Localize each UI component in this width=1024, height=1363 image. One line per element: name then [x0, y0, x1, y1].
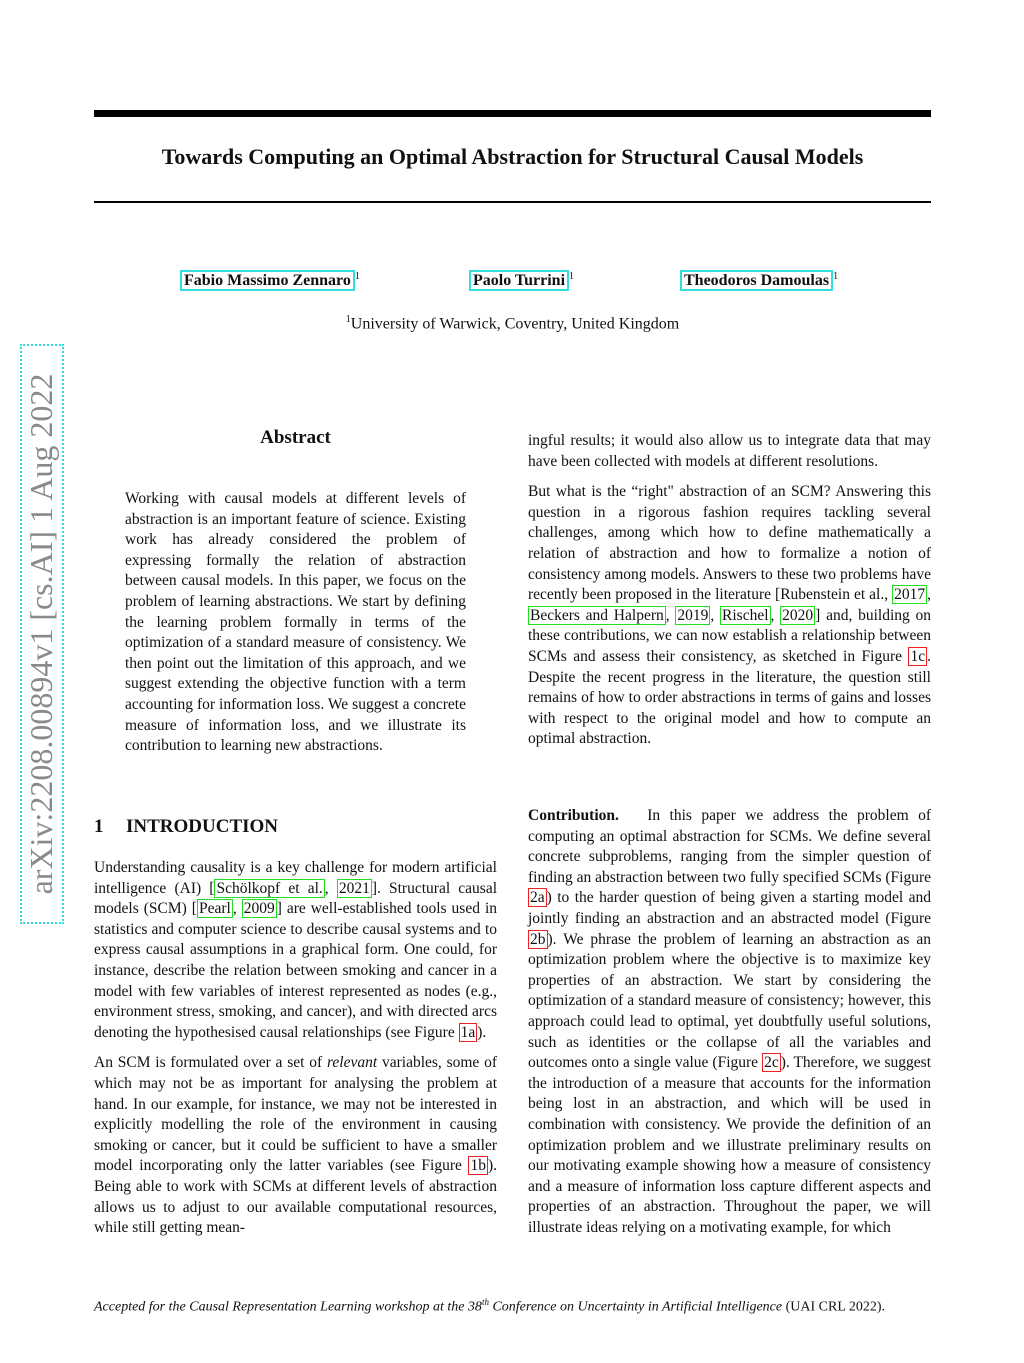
figure-link[interactable]: 1c — [910, 647, 926, 665]
paper-title: Towards Computing an Optimal Abstraction for Structural Causal Models — [161, 144, 864, 169]
title-bottom-rule — [94, 201, 931, 203]
right-column — [528, 431, 931, 760]
affiliation: $^1$University of Warwick, Coventry, United Kingdom — [345, 314, 680, 333]
author-link[interactable]: Fabio Massimo Zennaro — [180, 270, 355, 291]
paragraph: ingful results; it would also allow us to integrate data that may have been collected with models at different resolutions. — [528, 432, 931, 470]
author-2: Paolo Turrini $^1$ — [469, 267, 574, 291]
abstract-text: Working with causal models at different levels of abstraction is an important feature of science. Existing work has already considered the problem of expressing formally the relation of abstraction between causal models. In this paper, we focus on the problem of learning abstractions. We start by defining the learning problem formally in terms of the optimization of a standard measure of consistency. We then point out the limitation of this approach, and we suggest extending the objective function with a term accounting for information loss. We suggest a concrete measure of information loss, and we illustrate its contribution to learning new abstractions. — [125, 490, 466, 755]
citation-link[interactable]: Rischel — [722, 606, 769, 624]
contribution-paragraph: Contribution. In this paper we address the problem of computing an optimal abstraction for SCMs. We define several concrete subproblems, ranging from the simpler question of finding an abstraction between two fully specified SCMs (Figure 2a ) to the harder question of being given a starting model and jointly finding an abstraction and an abstracted model (Figure 2b ). We phrase the problem of learning an abstraction as an optimization problem where the objective is to maximize key properties of an abstraction. We start by considering the optimization of a standard measure of consistency; however, this approach could lead to optimal, yet doubtfully useful solutions, such as identities or the collapse of all the variables and outcomes onto a single value (Figure 2c ). Therefore, we suggest the introduction of a measure that accounts for the information being lost in an abstraction, and which will be used in combination with consistency. We provide the definition of an optimization problem and we illustrate preliminary results on our motivating example showing how a measure of consistency and a measure of information loss capture different aspects and properties of an abstraction. Throughout the paper, we will illustrate ideas relying on a motivating example, for which — [528, 807, 932, 1236]
title-top-rule — [94, 110, 931, 117]
section-number: 1 — [94, 816, 104, 837]
author-link[interactable]: Paolo Turrini — [469, 270, 569, 291]
paragraph: An SCM is formulated over a set of relevant variables, some of which may not be as important for analysing the problem at hand. In our example, for instance, we may not be interested in explicitly modelling the role of the environment in causing smoking or cancer, but it could be sufficient to have a smaller model incorporating only the latter variables (see Figure 1b ). Being able to work with SCMs at different levels of abstraction allows us to adjust to our available computational resources, while still getting mean- — [94, 1054, 498, 1237]
citation-link[interactable]: 2017 — [894, 586, 926, 604]
citation-link[interactable]: Schölkopf et al. — [216, 879, 323, 897]
abstract-heading: Abstract — [260, 427, 331, 448]
arxiv-stamp[interactable]: arXiv:2208.00894v1 [cs.AI] 1 Aug 2022 — [20, 344, 64, 924]
citation-link[interactable]: 2021 — [338, 879, 370, 897]
citation-link[interactable]: 2009 — [243, 900, 275, 918]
footer-note: Accepted for the Causal Representation Learning workshop at the 38th Conference on Uncertainty in Artificial Intelligence (UAI CRL 2022). — [94, 1297, 886, 1315]
citation-link[interactable]: 2019 — [677, 606, 709, 624]
figure-link[interactable]: 2b — [530, 930, 546, 948]
paragraph: Understanding causality is a key challenge for modern artificial intelligence (AI) [ Schölkopf et al. , 2021 ]. Structural causal models (SCM) [ Pearl , 2009 ] are well-established tools used in statistics and computer science to describe causal systems and to express causal assumptions in a graphical form. One could, for instance, describe the relation between smoking and cancer in a model with few variables of interest represented as nodes (e.g., environment stress, smoking, and cancer), and with directed arcs denoting the hypothesised causal relationships (see Figure 1a ). — [94, 859, 498, 1041]
author-3: Theodoros Damoulas $^1$ — [680, 267, 838, 291]
left-column — [94, 858, 497, 1249]
citation-link[interactable]: 2020 — [782, 606, 814, 624]
figure-link[interactable]: 2a — [530, 889, 545, 907]
citation-link[interactable]: Beckers and Halpern — [530, 606, 664, 624]
figure-link[interactable]: 1a — [460, 1023, 476, 1041]
contribution-label: Contribution. — [528, 807, 619, 824]
author-link[interactable]: Theodoros Damoulas — [680, 270, 833, 291]
section-title: INTRODUCTION — [126, 816, 279, 837]
citation-link[interactable]: Pearl — [198, 900, 231, 918]
section-heading — [94, 814, 278, 840]
paragraph: But what is the “right" abstraction of an SCM? Answering this question in a rigorous fashion requires tackling several challenges, among which how to define mathematically a relation of abstraction and how to formalize a notion of consistency among models. Answers to these two problems have recently been proposed in the literature [Rubenstein et al., 2017 , Beckers and Halpern , 2019 , Rischel , 2020 ] and, building on these contributions, we can now establish a relationship between SCMs and assess their consistency, as sketched in Figure 1c . Despite the recent progress in the literature, the question still remains of how to order abstractions in terms of gains and losses with respect to the original model and how to compute an optimal abstraction. — [528, 483, 932, 748]
author-1: Fabio Massimo Zennaro $^1$ — [180, 267, 360, 291]
figure-link[interactable]: 2c — [764, 1054, 779, 1072]
figure-link[interactable]: 1b — [470, 1157, 486, 1175]
